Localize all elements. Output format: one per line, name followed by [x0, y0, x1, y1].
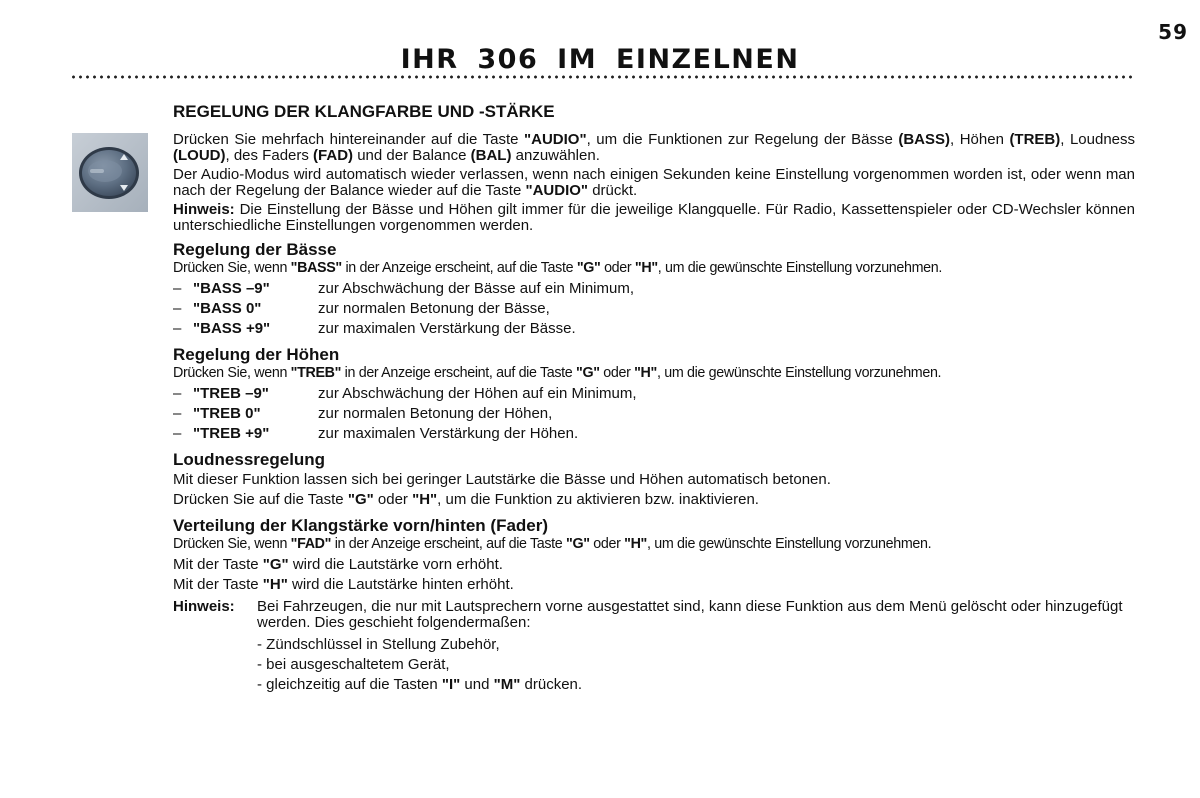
- bass-list: [173, 279, 1135, 339]
- section-hint: Hinweis: Die Einstellung der Bässe und Höhen gilt immer für die jeweilige Klangquelle. Für Radio, Kassettenspieler oder CD-Wechsler können unterschiedliche Einstellungen vorgenommen werden.: [173, 201, 1135, 234]
- hint-label: Hinweis:: [173, 598, 235, 615]
- treble-list: [173, 384, 1135, 444]
- list-item: – "BASS +9" zur maximalen Verstärkung der Bässe.: [173, 320, 576, 337]
- fader-instruction: Drücken Sie, wenn "FAD" in der Anzeige erscheint, auf die Taste "G" oder "H", um die gewünschte Einstellung vorzunehmen.: [173, 536, 932, 552]
- list-item: – "TREB 0" zur normalen Betonung der Höhen,: [173, 405, 553, 422]
- fader-front: Mit der Taste "G" wird die Lautstärke vorn erhöht.: [173, 556, 503, 573]
- loudness-line-2: Drücken Sie auf die Taste "G" oder "H", um die Funktion zu aktivieren bzw. inaktivieren.: [173, 491, 759, 508]
- fader-title: Verteilung der Klangstärke vorn/hinten (Fader): [173, 516, 549, 535]
- page-title: IHR 306 IM EINZELNEN: [400, 44, 800, 75]
- treble-title: Regelung der Höhen: [173, 345, 340, 364]
- loudness-line-1: Mit dieser Funktion lassen sich bei geringer Lautstärke die Bässe und Höhen automatisch betonen.: [173, 471, 831, 488]
- section-title: REGELUNG DER KLANGFARBE UND -STÄRKE: [173, 102, 555, 121]
- intro-paragraph-2: Der Audio-Modus wird automatisch wieder verlassen, wenn nach einigen Sekunden keine Einstellung vorgenommen worden ist, oder wenn man nach der Regelung der Balance wieder auf die Taste "AUDIO" drückt.: [173, 166, 1135, 199]
- loudness-title: Loudnessregelung: [173, 450, 326, 469]
- list-item: - Zündschlüssel in Stellung Zubehör,: [257, 636, 500, 653]
- bass-instruction: Drücken Sie, wenn "BASS" in der Anzeige erscheint, auf die Taste "G" oder "H", um die gewünschte Einstellung vorzunehmen.: [173, 260, 942, 276]
- fader-rear: Mit der Taste "H" wird die Lautstärke hinten erhöht.: [173, 576, 514, 593]
- hint-body: [257, 599, 1135, 695]
- intro-paragraph-1: Drücken Sie mehrfach hintereinander auf die Taste "AUDIO", um die Funktionen zur Regelung der Bässe (BASS), Höhen (TREB), Loudness (LOUD), des Faders (FAD) und der Balance (BAL) anzuwählen.: [173, 131, 1135, 164]
- hint-steps: [257, 635, 1135, 695]
- list-item: – "BASS 0" zur normalen Betonung der Bässe,: [173, 300, 550, 317]
- list-item: – "TREB –9" zur Abschwächung der Höhen auf ein Minimum,: [173, 385, 637, 402]
- list-item: - bei ausgeschaltetem Gerät,: [257, 656, 450, 673]
- list-item: – "BASS –9" zur Abschwächung der Bässe auf ein Minimum,: [173, 280, 634, 297]
- treble-instruction: Drücken Sie, wenn "TREB" in der Anzeige erscheint, auf die Taste "G" oder "H", um die gewünschte Einstellung vorzunehmen.: [173, 365, 942, 381]
- list-item: – "TREB +9" zur maximalen Verstärkung der Höhen.: [173, 425, 579, 442]
- page-number: 59: [1158, 20, 1188, 44]
- fader-hint: [173, 599, 1135, 695]
- list-item: - gleichzeitig auf die Tasten "I" und "M" drücken.: [257, 676, 583, 693]
- bass-title: Regelung der Bässe: [173, 240, 337, 259]
- hint-text: Bei Fahrzeugen, die nur mit Lautsprechern vorne ausgestattet sind, kann diese Funktion aus dem Menü gelöscht oder hinzugefügt werden. Dies geschieht folgendermaßen:: [257, 598, 1123, 631]
- dotted-divider: [70, 75, 1134, 79]
- audio-button-icon: [72, 133, 148, 212]
